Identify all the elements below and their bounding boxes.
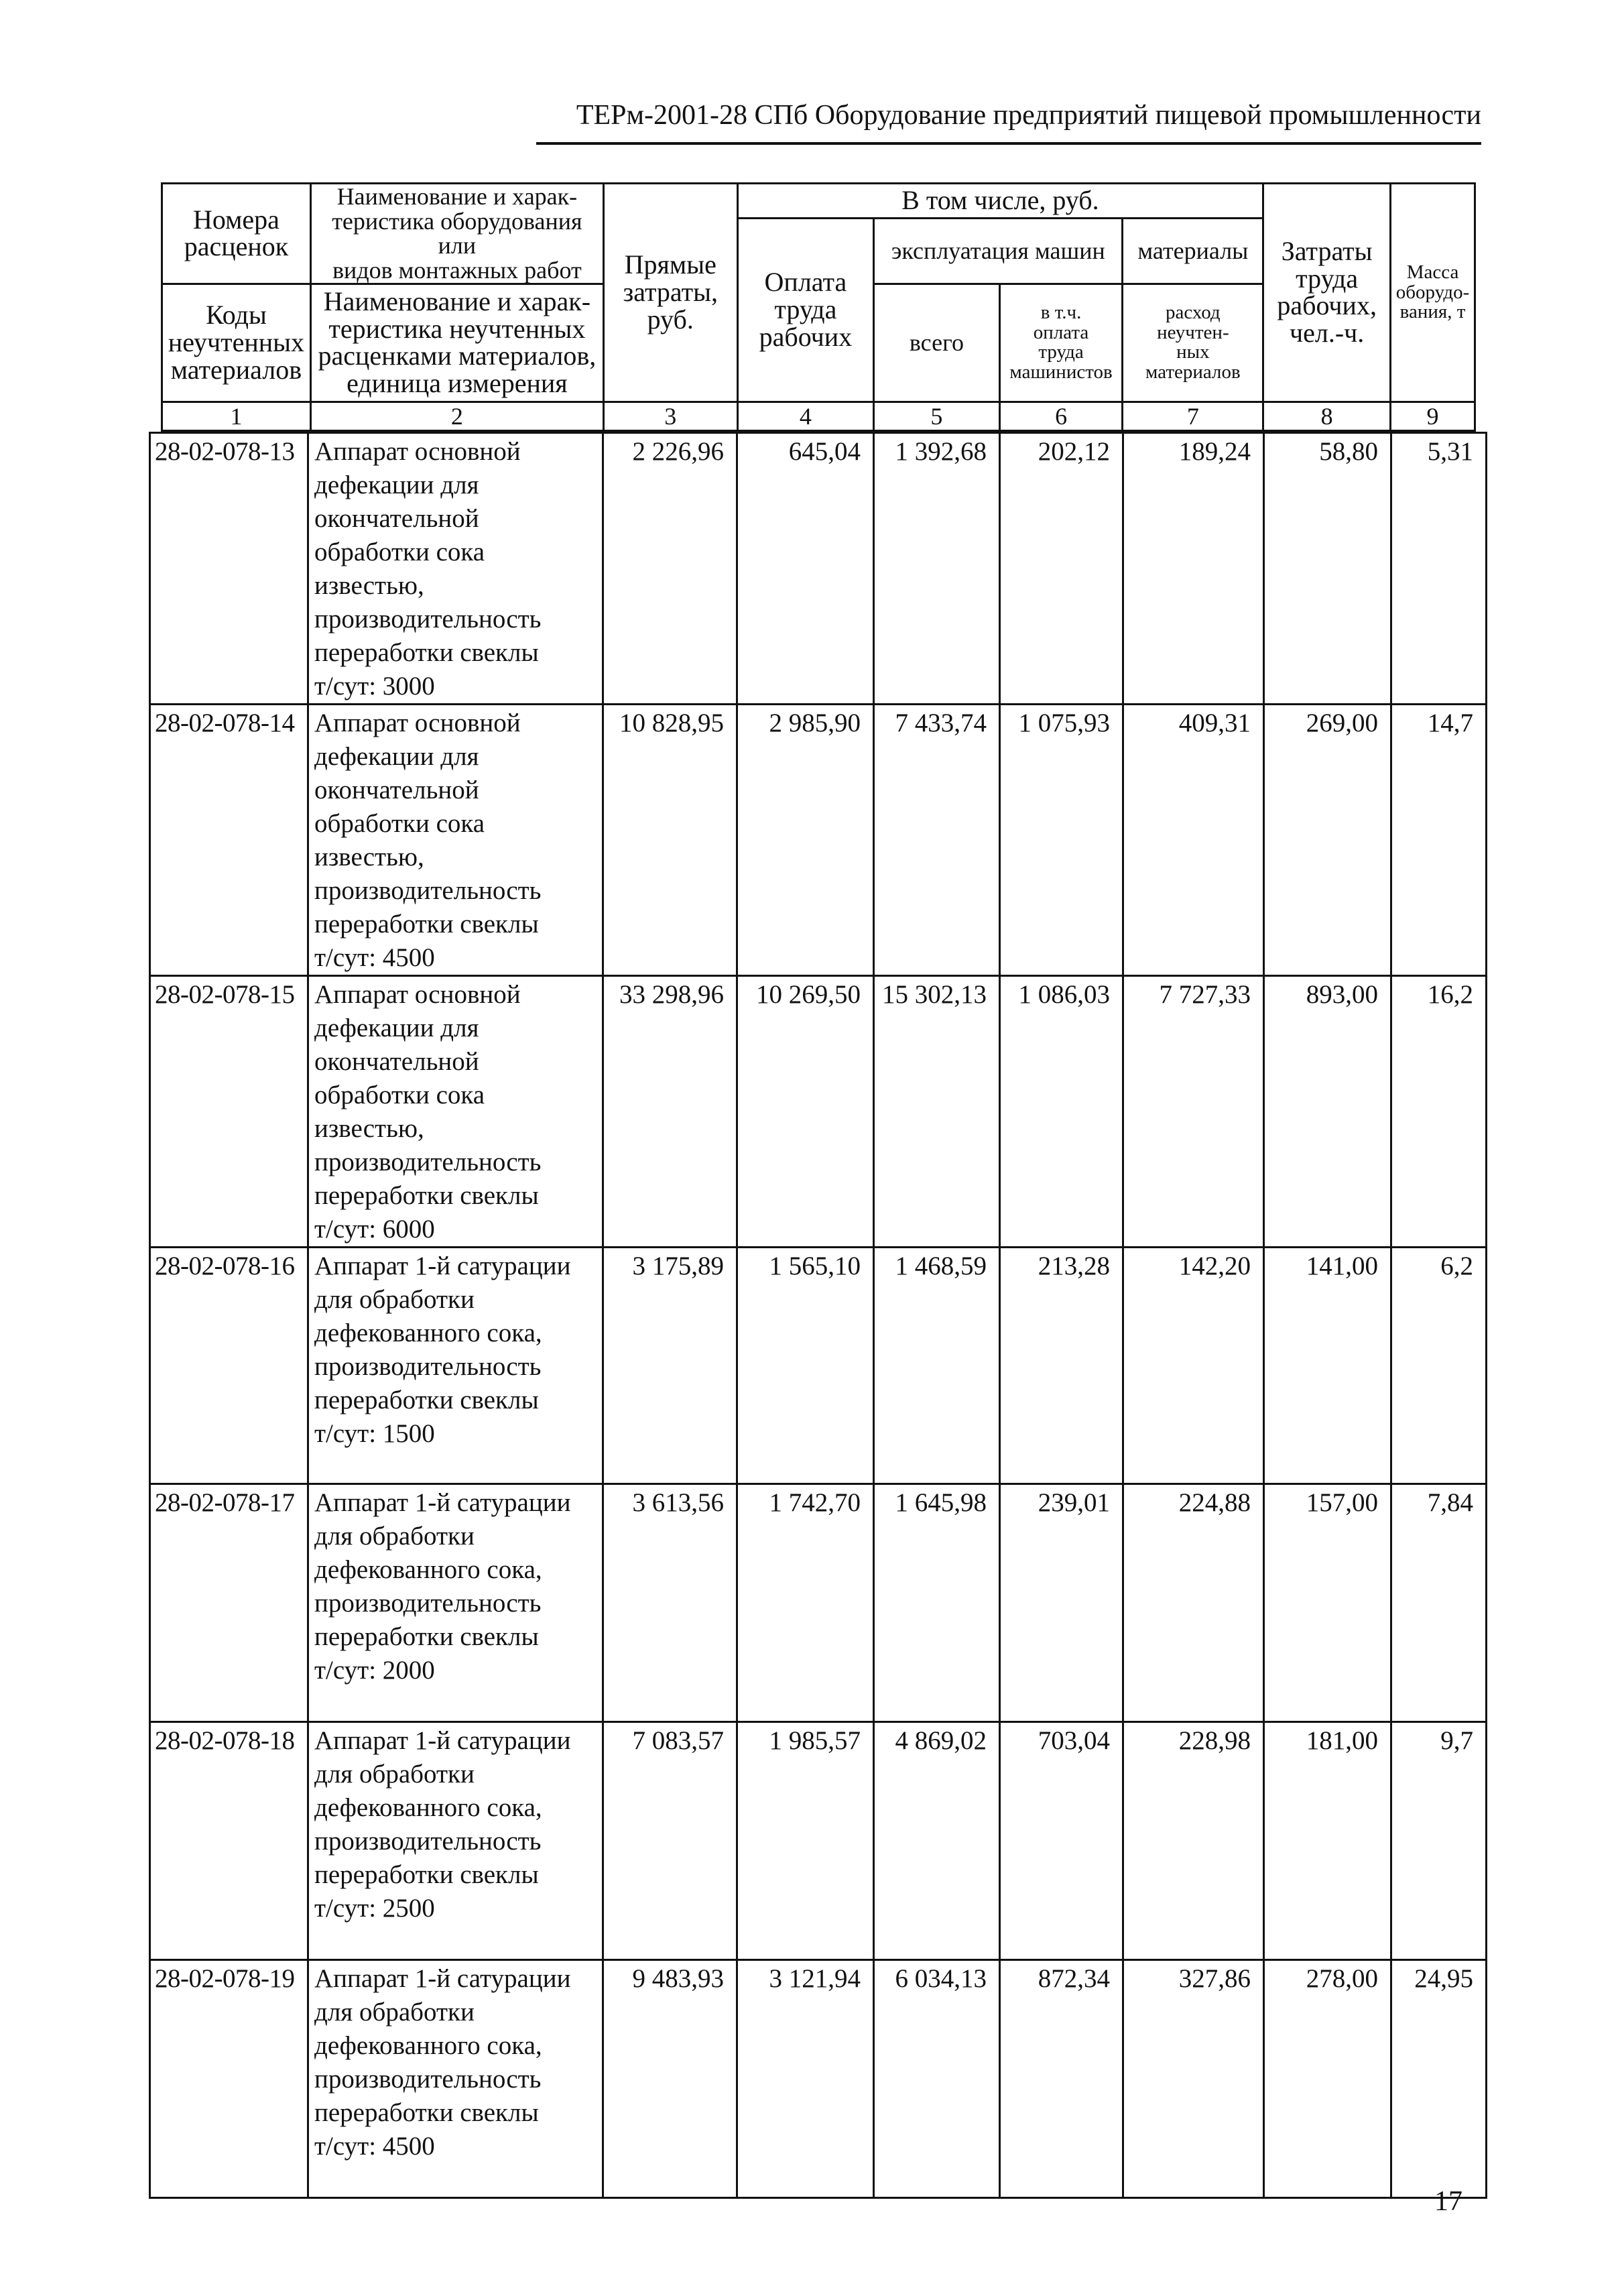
header-line: материалов [1145, 361, 1241, 383]
machines-total-cell: 15 302,13 [874, 976, 1000, 1248]
header-name-bottom [310, 284, 603, 402]
machinists-wages-cell: 202,12 [1000, 433, 1123, 705]
table-row [150, 433, 1487, 705]
header-mass [1391, 184, 1475, 402]
equipment-name-line: для обработки [314, 1285, 475, 1314]
equipment-name-cell [308, 1960, 603, 2198]
direct-costs-cell: 3 613,56 [603, 1484, 737, 1722]
equipment-name-line: Аппарат 1-й сатурации [314, 1964, 571, 1993]
header-machines: эксплуатация машин [874, 219, 1123, 284]
equipment-name-cell [308, 1248, 603, 1484]
labor-costs-cell: 269,00 [1264, 705, 1391, 976]
header-line: труда [1296, 263, 1359, 294]
equipment-name-line: дефекованного сока, [314, 1793, 542, 1822]
machines-total-cell: 1 468,59 [874, 1248, 1000, 1484]
mass-cell: 14,7 [1391, 705, 1487, 976]
equipment-name-line: дефекованного сока, [314, 1555, 542, 1584]
header-line: труда [774, 294, 837, 325]
direct-costs-cell: 3 175,89 [603, 1248, 737, 1484]
column-number: 8 [1263, 402, 1391, 430]
direct-costs-cell: 9 483,93 [603, 1960, 737, 2198]
wages-cell: 3 121,94 [737, 1960, 874, 2198]
direct-costs-cell: 7 083,57 [603, 1722, 737, 1960]
machines-total-cell: 7 433,74 [874, 705, 1000, 976]
header-line: видов монтажных работ [332, 257, 582, 284]
equipment-name-line: известью, [314, 571, 424, 600]
equipment-name-line: переработки свеклы [314, 910, 539, 939]
wages-cell: 1 985,57 [737, 1722, 874, 1960]
equipment-name-line: окончательной [314, 1047, 479, 1076]
header-line: теристика неучтенных [328, 313, 586, 344]
header-line: Наименование и харак- [323, 286, 591, 316]
materials-cell: 224,88 [1123, 1484, 1264, 1722]
equipment-name-line: т/сут: 1500 [314, 1419, 435, 1448]
equipment-name-line: известью, [314, 1114, 424, 1143]
column-number: 6 [999, 402, 1123, 430]
column-number: 5 [874, 402, 999, 430]
header-line: расход [1166, 302, 1221, 324]
equipment-name-line: т/сут: 4500 [314, 943, 435, 972]
header-codes-bottom [162, 284, 311, 402]
machines-total-cell: 1 645,98 [874, 1484, 1000, 1722]
rate-code-cell: 28-02-078-14 [150, 705, 308, 976]
header-including-group: В том числе, руб. [737, 184, 1263, 219]
header-line: Оплата [764, 267, 847, 298]
header-materials: материалы [1123, 219, 1263, 284]
header-name-top [310, 184, 603, 284]
equipment-name-cell [308, 976, 603, 1248]
equipment-name-line: дефекации для [314, 742, 479, 771]
header-line: Затраты [1281, 235, 1373, 266]
equipment-name-line: переработки свеклы [314, 2098, 539, 2127]
equipment-name-line: переработки свеклы [314, 1860, 539, 1889]
wages-cell: 10 269,50 [737, 976, 874, 1248]
table-row [150, 705, 1487, 976]
rate-code-cell: 28-02-078-19 [150, 1960, 308, 2198]
header-machines-total: всего [874, 284, 999, 402]
equipment-name-line: т/сут: 2000 [314, 1656, 435, 1685]
header-line: расценок [184, 231, 289, 262]
column-numbers-row [162, 402, 1475, 430]
equipment-name-line: производительность [314, 1352, 542, 1381]
column-number: 3 [603, 402, 737, 430]
equipment-name-line: Аппарат основной [314, 709, 521, 737]
header-line: затраты, [623, 277, 718, 308]
equipment-name-line: окончательной [314, 776, 479, 804]
rate-code-cell: 28-02-078-13 [150, 433, 308, 705]
labor-costs-cell: 278,00 [1264, 1960, 1391, 2198]
machinists-wages-cell: 239,01 [1000, 1484, 1123, 1722]
materials-cell: 409,31 [1123, 705, 1264, 976]
equipment-name-line: дефекованного сока, [314, 1319, 542, 1347]
equipment-name-line: переработки свеклы [314, 1181, 539, 1210]
page-header: ТЕРм-2001-28 СПб Оборудование предприятий пищевой промышленности [576, 100, 1481, 131]
equipment-name-line: Аппарат основной [314, 980, 521, 1009]
equipment-name-cell [308, 705, 603, 976]
machinists-wages-cell: 1 086,03 [1000, 976, 1123, 1248]
equipment-name-line: производительность [314, 876, 542, 905]
rate-code-cell: 28-02-078-17 [150, 1484, 308, 1722]
column-number: 2 [310, 402, 603, 430]
labor-costs-cell: 181,00 [1264, 1722, 1391, 1960]
rate-code-cell: 28-02-078-16 [150, 1248, 308, 1484]
header-line: машинистов [1009, 361, 1113, 383]
equipment-name-line: обработки сока [314, 538, 485, 566]
direct-costs-cell: 10 828,95 [603, 705, 737, 976]
header-line: в т.ч. [1040, 302, 1082, 324]
column-number: 1 [162, 402, 311, 430]
equipment-name-line: производительность [314, 1827, 542, 1856]
direct-costs-cell: 2 226,96 [603, 433, 737, 705]
rate-code-cell: 28-02-078-18 [150, 1722, 308, 1960]
table-row [150, 1484, 1487, 1722]
equipment-name-line: производительность [314, 1148, 542, 1176]
header-codes-top [162, 184, 311, 284]
mass-cell: 6,2 [1391, 1248, 1487, 1484]
table-row [150, 1722, 1487, 1960]
wages-cell: 645,04 [737, 433, 874, 705]
machines-total-cell: 4 869,02 [874, 1722, 1000, 1960]
equipment-name-line: Аппарат 1-й сатурации [314, 1726, 571, 1755]
header-line: материалов [170, 354, 302, 385]
equipment-name-line: обработки сока [314, 1081, 485, 1109]
equipment-name-line: Аппарат 1-й сатурации [314, 1488, 571, 1517]
header-line: неучтен- [1157, 321, 1229, 343]
header-line: Номера [192, 204, 279, 235]
materials-cell: 7 727,33 [1123, 976, 1264, 1248]
equipment-name-line: для обработки [314, 1522, 475, 1551]
equipment-name-line: дефекованного сока, [314, 2031, 542, 2060]
materials-cell: 327,86 [1123, 1960, 1264, 2198]
table-row [150, 1248, 1487, 1484]
equipment-name-line: для обработки [314, 1760, 475, 1789]
header-line: единица измерения [347, 368, 568, 399]
header-line: Коды [206, 300, 267, 330]
mass-cell: 7,84 [1391, 1484, 1487, 1722]
mass-cell: 24,95 [1391, 1960, 1487, 2198]
header-line: руб. [647, 304, 694, 335]
header-machinists-wages [999, 284, 1123, 402]
equipment-name-line: известью, [314, 843, 424, 871]
equipment-name-line: т/сут: 2500 [314, 1894, 435, 1923]
header-line: оборудо- [1395, 281, 1470, 303]
header-line: рабочих, [1277, 290, 1377, 321]
equipment-name-line: производительность [314, 1589, 542, 1618]
materials-cell: 189,24 [1123, 433, 1264, 705]
header-line: неучтенных [168, 326, 305, 357]
equipment-name-line: переработки свеклы [314, 1622, 539, 1651]
labor-costs-cell: 58,80 [1264, 433, 1391, 705]
header-line: труда [1038, 341, 1084, 363]
header-line: теристика оборудования или [332, 207, 582, 259]
table-row [150, 976, 1487, 1248]
wages-cell: 1 742,70 [737, 1484, 874, 1722]
materials-cell: 142,20 [1123, 1248, 1264, 1484]
direct-costs-cell: 33 298,96 [603, 976, 737, 1248]
labor-costs-cell: 141,00 [1264, 1248, 1391, 1484]
column-number: 9 [1391, 402, 1475, 430]
header-line: чел.-ч. [1290, 318, 1365, 349]
machines-total-cell: 6 034,13 [874, 1960, 1000, 2198]
header-materials-consumption [1123, 284, 1263, 402]
equipment-name-line: окончательной [314, 504, 479, 533]
price-table [149, 432, 1487, 2199]
machines-total-cell: 1 392,68 [874, 433, 1000, 705]
page-number: 17 [1434, 2186, 1462, 2217]
header-rule [536, 142, 1481, 145]
materials-cell: 228,98 [1123, 1722, 1264, 1960]
header-wages [737, 219, 874, 402]
equipment-name-cell [308, 433, 603, 705]
equipment-name-line: Аппарат основной [314, 437, 521, 466]
equipment-name-line: производительность [314, 2065, 542, 2094]
header-line: Наименование и харак- [336, 183, 578, 210]
machinists-wages-cell: 1 075,93 [1000, 705, 1123, 976]
header-line: вания, т [1399, 301, 1466, 323]
labor-costs-cell: 157,00 [1264, 1484, 1391, 1722]
equipment-name-line: т/сут: 6000 [314, 1215, 435, 1244]
equipment-name-line: производительность [314, 605, 542, 633]
equipment-name-line: т/сут: 3000 [314, 672, 435, 701]
equipment-name-line: дефекации для [314, 471, 479, 499]
header-line: ных [1176, 341, 1210, 363]
header-direct-costs [603, 184, 737, 402]
equipment-name-line: переработки свеклы [314, 638, 539, 667]
header-line: оплата [1033, 321, 1089, 343]
mass-cell: 9,7 [1391, 1722, 1487, 1960]
header-line: Прямые [624, 249, 716, 280]
wages-cell: 2 985,90 [737, 705, 874, 976]
equipment-name-line: переработки свеклы [314, 1386, 539, 1414]
equipment-name-cell [308, 1722, 603, 1960]
column-number: 4 [737, 402, 874, 430]
header-line: рабочих [759, 321, 853, 352]
table-header [161, 182, 1476, 432]
header-line: расценками материалов, [318, 341, 597, 371]
mass-cell: 5,31 [1391, 433, 1487, 705]
machinists-wages-cell: 703,04 [1000, 1722, 1123, 1960]
equipment-name-line: т/сут: 4500 [314, 2132, 435, 2161]
rate-code-cell: 28-02-078-15 [150, 976, 308, 1248]
equipment-name-line: Аппарат 1-й сатурации [314, 1252, 571, 1280]
machinists-wages-cell: 213,28 [1000, 1248, 1123, 1484]
equipment-name-cell [308, 1484, 603, 1722]
table-row [150, 1960, 1487, 2198]
header-line: Масса [1406, 261, 1459, 284]
equipment-name-line: обработки сока [314, 809, 485, 838]
equipment-name-line: для обработки [314, 1998, 475, 2027]
machinists-wages-cell: 872,34 [1000, 1960, 1123, 2198]
equipment-name-line: дефекации для [314, 1014, 479, 1042]
wages-cell: 1 565,10 [737, 1248, 874, 1484]
labor-costs-cell: 893,00 [1264, 976, 1391, 1248]
header-labor-costs [1263, 184, 1391, 402]
mass-cell: 16,2 [1391, 976, 1487, 1248]
column-number: 7 [1123, 402, 1263, 430]
